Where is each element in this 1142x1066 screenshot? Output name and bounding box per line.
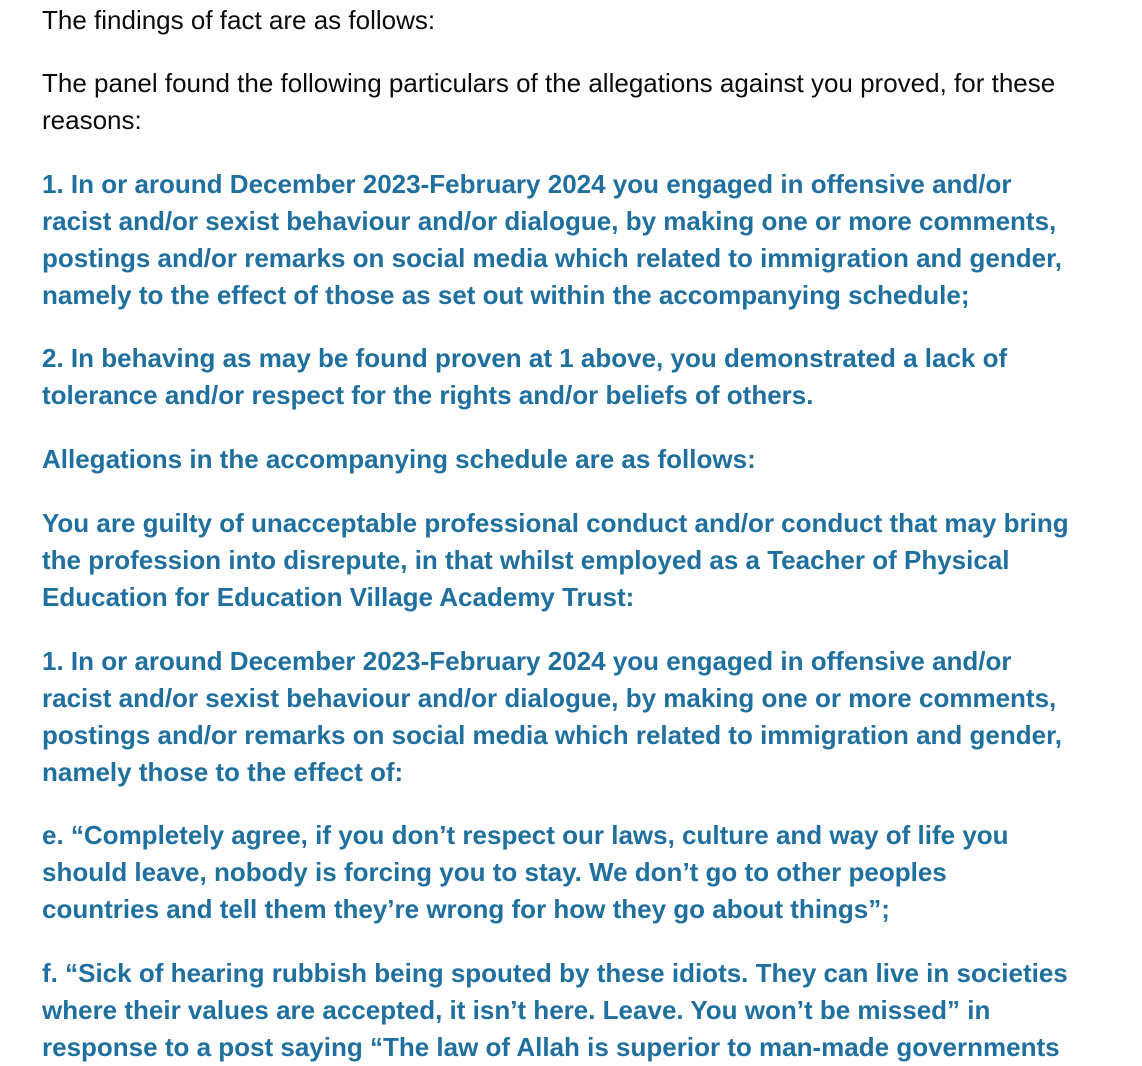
panel-statement: The panel found the following particulars of the allegations against you proved, for these reasons: [42,68,1056,135]
allegation-2: 2. In behaving as may be found proven at 1 above, you demonstrated a lack of tolerance and/or respect for the rights and/or beliefs of others. [42,343,1008,410]
schedule-heading: Allegations in the accompanying schedule are as follows: [42,444,756,474]
guilty-statement: You are guilty of unacceptable professional conduct and/or conduct that may bring the profession into disrepute, in that whilst employed as a Teacher of Physical Education for Education Village Academy Trust: [42,508,1069,612]
quote-f: f. “Sick of hearing rubbish being spouted by these idiots. They can live in societies where their values are accepted, it isn’t here. Leave. You won’t be missed” in response to a post saying “The law of Allah is superior to man-made governments [42,958,1068,1062]
allegation-1: 1. In or around December 2023-February 2024 you engaged in offensive and/or racist and/or sexist behaviour and/or dialogue, by making one or more comments, postings and/or remarks on social media which related to immigration and gender, namely to the effect of those as set out within the accompanying schedule; [42,169,1063,310]
quote-e: e. “Completely agree, if you don’t respect our laws, culture and way of life you should leave, nobody is forcing you to stay. We don’t go to other peoples countries and tell them they’re wrong for how they go about things”; [42,820,1009,924]
schedule-allegation-1: 1. In or around December 2023-February 2024 you engaged in offensive and/or racist and/or sexist behaviour and/or dialogue, by making one or more comments, postings and/or remarks on social media which related to immigration and gender, namely those to the effect of: [42,646,1063,787]
findings-intro: The findings of fact are as follows: [42,5,436,35]
